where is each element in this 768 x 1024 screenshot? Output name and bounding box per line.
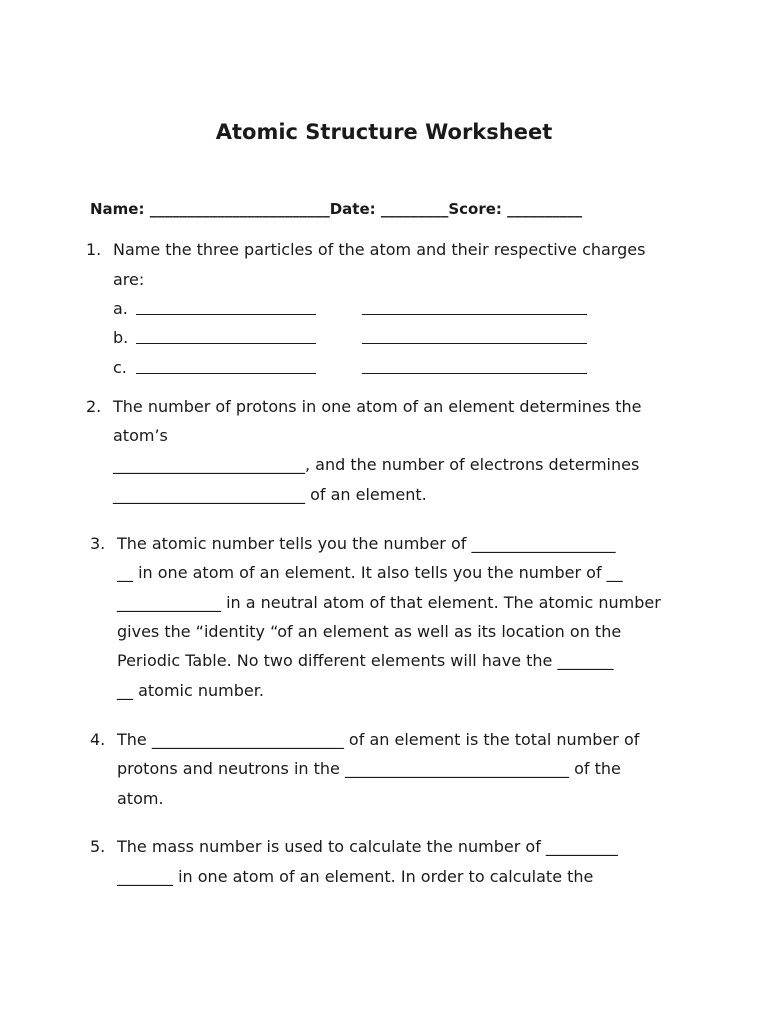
question-3-line-6: __ atomic number. <box>117 681 264 700</box>
question-3-line-1: The atomic number tells you the number of __________________ <box>117 534 616 553</box>
question-4-line-1: The ________________________ of an element is the total number of <box>117 730 640 749</box>
question-3-line-4: gives the “identity “of an element as well as its location on the <box>117 622 622 641</box>
question-1-subitem-b-blank-2 <box>362 329 587 344</box>
question-5-line-1: The mass number is used to calculate the number of _________ <box>117 837 618 856</box>
question-4-line-2: protons and neutrons in the ____________________________ of the <box>117 759 621 778</box>
question-5-number: 5. <box>90 837 106 856</box>
question-5-line-2: _______ in one atom of an element. In order to calculate the <box>117 867 594 886</box>
question-2-line-2: atom’s <box>113 426 168 445</box>
question-1-subitem-c-label: c. <box>113 358 127 377</box>
question-1-subitem-c-blank-2 <box>362 359 587 374</box>
date-field: Date: _________ <box>329 200 449 218</box>
question-1-subitem-b-blank-1 <box>136 329 316 344</box>
question-1-line-1: Name the three particles of the atom and their respective charges <box>113 240 646 259</box>
question-1-number: 1. <box>86 240 102 259</box>
question-3-number: 3. <box>90 534 106 553</box>
question-4-number: 4. <box>90 730 106 749</box>
question-1-subitem-a-blank-2 <box>362 300 587 315</box>
score-field: Score: __________ <box>448 200 583 218</box>
question-2-line-3: ________________________, and the number of electrons determines <box>113 455 640 474</box>
page-title: Atomic Structure Worksheet <box>215 120 553 144</box>
question-1-subitem-a-label: a. <box>113 299 128 318</box>
question-1-subitem-c-blank-1 <box>136 359 316 374</box>
question-1-line-2: are: <box>113 270 145 289</box>
question-2-line-4: ________________________ of an element. <box>113 485 427 504</box>
question-3-line-5: Periodic Table. No two different elements will have the _______ <box>117 651 614 670</box>
question-2-line-1: The number of protons in one atom of an element determines the <box>113 397 642 416</box>
student-info-line <box>90 200 582 218</box>
question-3-line-3: _____________ in a neutral atom of that element. The atomic number <box>117 593 661 612</box>
question-1-subitem-a-blank-1 <box>136 300 316 315</box>
question-3-line-2: __ in one atom of an element. It also tells you the number of __ <box>117 563 623 582</box>
question-1-subitem-b-label: b. <box>113 328 129 347</box>
question-2-number: 2. <box>86 397 102 416</box>
name-field: Name: ________________________ <box>90 200 330 218</box>
question-4-line-3: atom. <box>117 789 164 808</box>
